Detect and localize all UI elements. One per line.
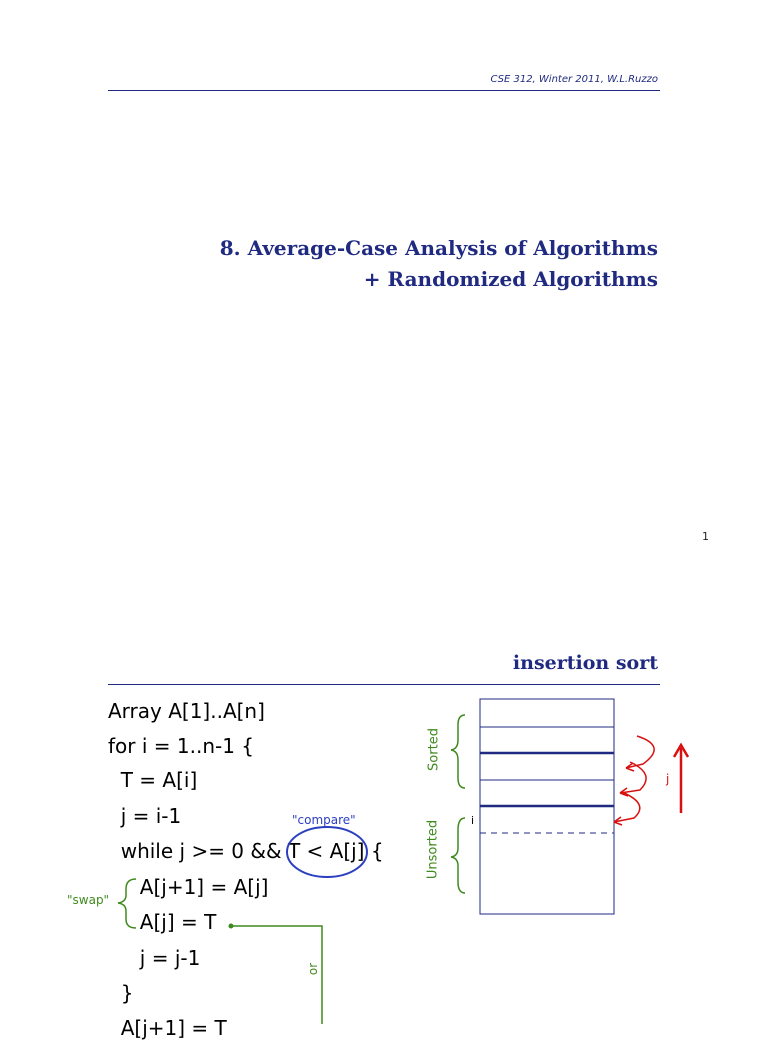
code-line-9: } <box>108 981 134 1005</box>
slide-title-line-1: 8. Average-Case Analysis of Algorithms <box>219 236 658 260</box>
code-line-2: for i = 1..n-1 { <box>108 734 255 758</box>
swap-brace <box>118 879 136 928</box>
header-credit: CSE 312, Winter 2011, W.L.Ruzzo <box>490 74 658 85</box>
swap-arrow-1 <box>626 736 654 768</box>
swap-arrow-3 <box>614 792 640 822</box>
or-connector <box>232 926 322 1024</box>
code-line-4: j = i-1 <box>108 804 182 828</box>
slide-title-line-2: + Randomized Algorithms <box>363 267 658 291</box>
swap-label: "swap" <box>67 893 110 907</box>
slide2-title: insertion sort <box>512 652 658 674</box>
code-line-6: A[j+1] = A[j] <box>108 875 269 899</box>
compare-label: "compare" <box>292 813 356 827</box>
unsorted-label: Unsorted <box>425 819 441 880</box>
code-line-7: A[j] = T <box>108 910 217 934</box>
page-number: 1 <box>702 530 709 543</box>
j-index-label: j <box>666 772 670 786</box>
sorted-brace <box>451 715 465 788</box>
code-line-10: A[j+1] = T <box>108 1016 227 1040</box>
code-line-5: while j >= 0 && T < A[j] { <box>108 839 384 863</box>
unsorted-brace <box>451 818 465 893</box>
compare-ellipse <box>287 827 367 877</box>
i-index-label: i <box>471 814 475 827</box>
or-connector-dot <box>229 924 234 929</box>
or-label: or <box>306 962 321 976</box>
code-line-8: j = j-1 <box>108 946 201 970</box>
sorted-label: Sorted <box>426 728 442 771</box>
code-line-1: Array A[1]..A[n] <box>108 699 265 723</box>
code-line-3: T = A[i] <box>108 768 198 792</box>
